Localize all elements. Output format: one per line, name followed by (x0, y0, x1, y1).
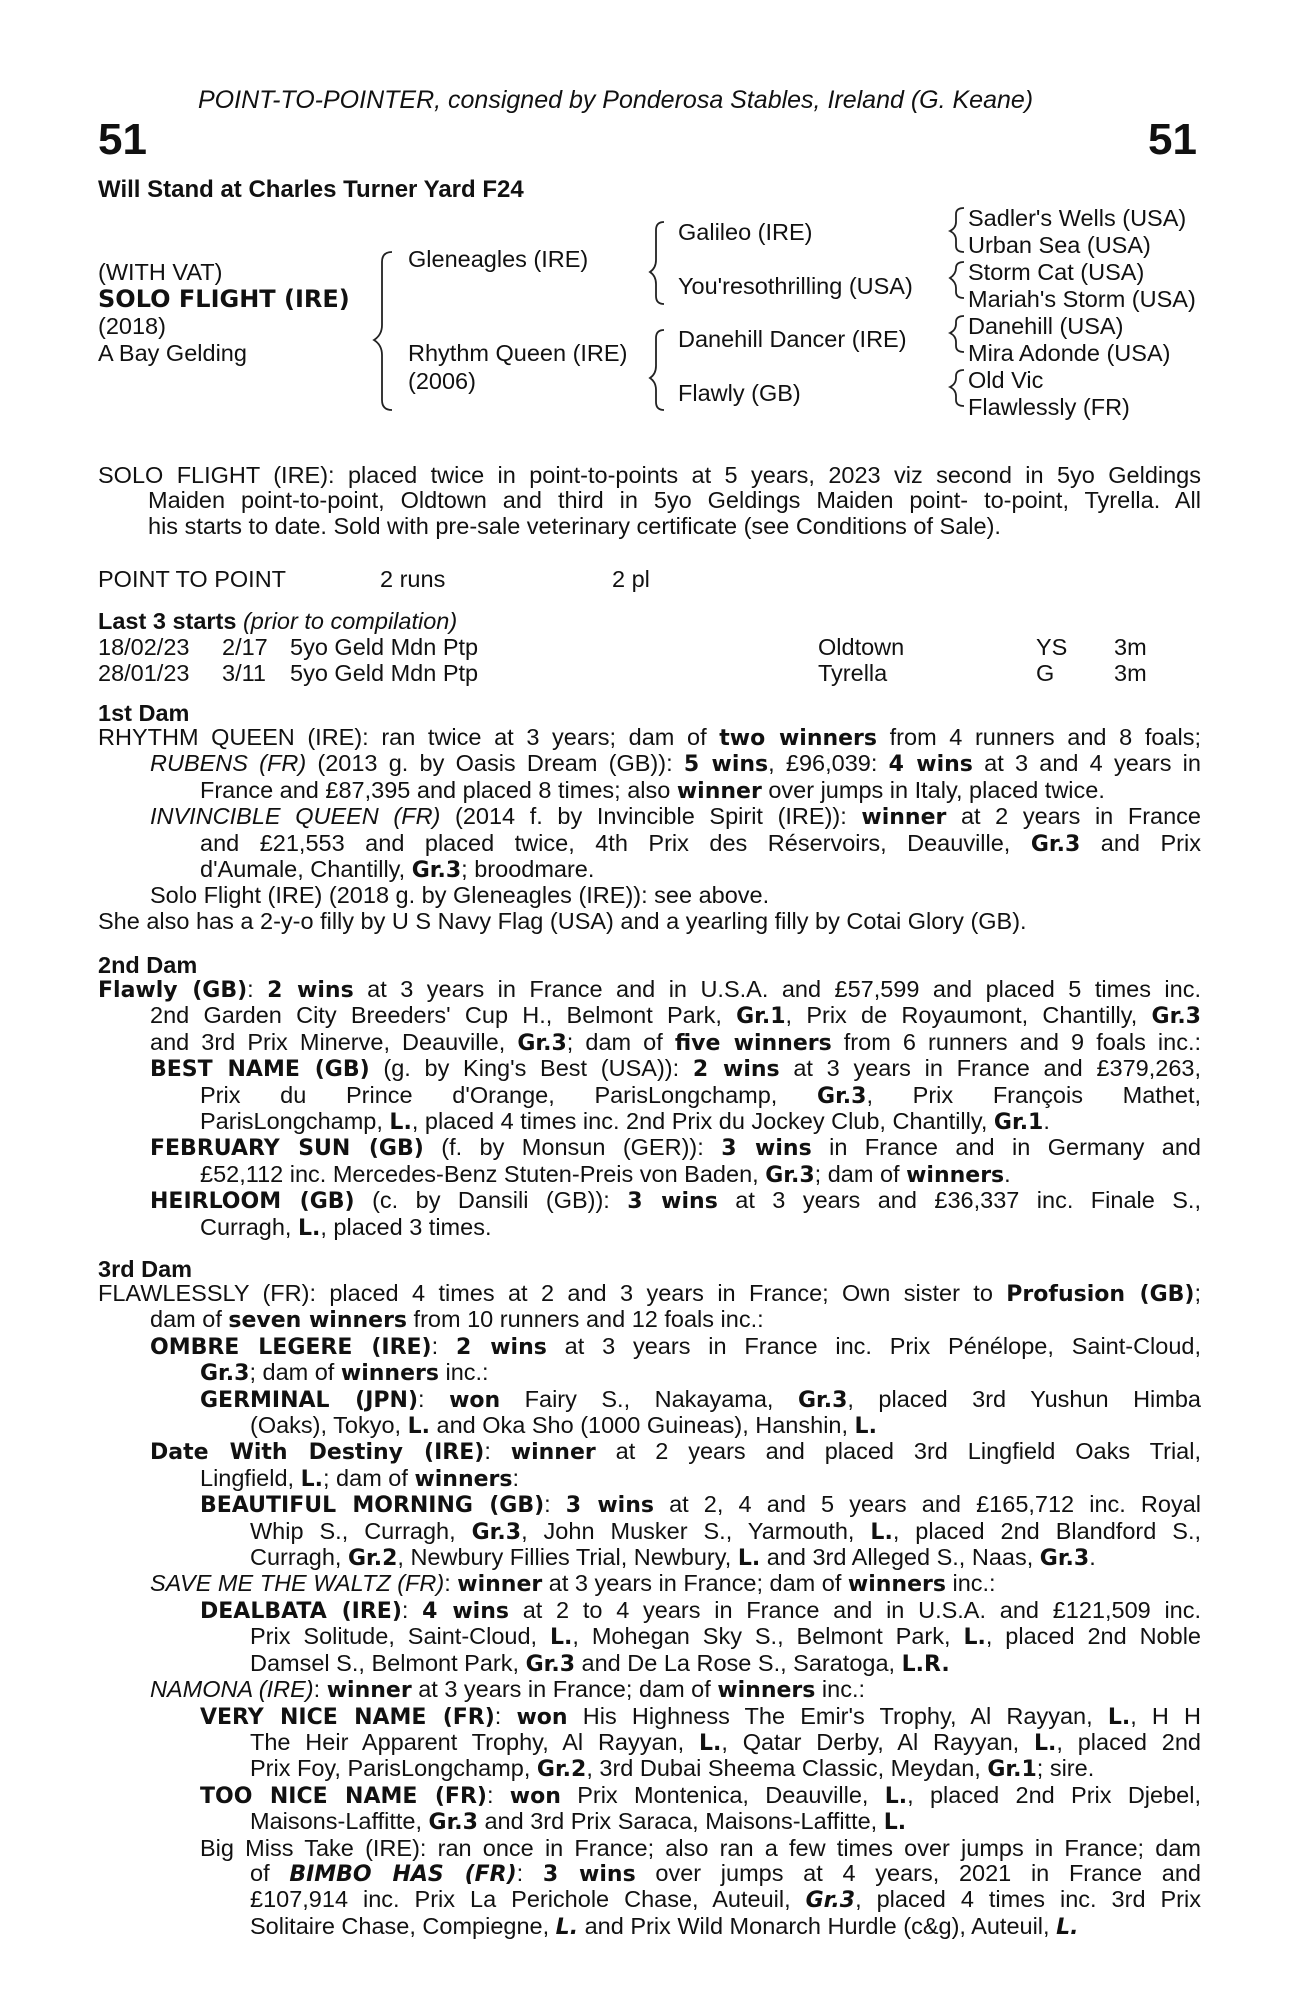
pedigree-dss: Danehill (USA) (968, 313, 1124, 339)
pedigree-ddd: Flawlessly (FR) (968, 394, 1130, 420)
third-dam-section: FLAWLESSLY (FR): placed 4 times at 2 and 3 years in France; Own sister to Profusion (GB); dam of seven winners from 10 runners and 12 foals inc.: OMBRE LEGERE (IRE): 2 wins at 3 years in France inc. Prix Pénélope, Saint-Cloud, Gr.3; dam of winners inc.: GERMINAL (JPN): won Fairy S., Nakayama, Gr.3, placed 3rd Yushun Himba (Oaks), Tokyo, L. and Oka Sho (1000 Guineas), Hanshin, L. Date With Destiny (IRE): winner at 2 years and placed 3rd Lingfield Oaks Trial, Lingfield, L.; dam of winners: BEAUTIFUL MORNING (GB): 3 wins at 2, 4 and 5 years and £165,712 inc. Royal Whip S., Curragh, Gr.3, John Musker S., Yarmouth, L., placed 2nd Blandford S., Curragh, Gr.2, Newbury Fillies Trial, Newbury, L. and 3rd Alleged S., Naas, Gr.3. SAVE ME THE WALTZ (FR): winner at 3 years in France; dam of winners inc.: DEALBATA (IRE): 4 wins at 2 to 4 years in France and in U.S.A. and £121,509 inc. Prix Solitude, Saint-Cloud, L., Mohegan Sky S., Belmont Park, L., placed 2nd Noble Damsel S., Belmont Park, Gr.3 and De La Rose S., Saratoga, L.R. NAMONA (IRE): winner at 3 years in France; dam of winners inc.: VERY NICE NAME (FR): won His Highness The Emir's Trophy, Al Rayyan, L., H H The Heir Apparent Trophy, Al Rayyan, L., Qatar Derby, Al Rayyan, L., placed 2nd Prix Foy, ParisLongchamp, Gr.2, 3rd Dubai Sheema Classic, Meydan, Gr.1; sire. TOO NICE NAME (FR): won Prix Montenica, Deauville, L., placed 2nd Prix Djebel, Maisons-Laffitte, Gr.3 and 3rd Prix Saraca, Maisons-Laffitte, L. Big Miss Take (IRE): ran once in France; also ran a few times over jumps in France; dam of BIMBO HAS (FR): 3 wins over jumps at 4 years, 2021 in France and £107,914 inc. Prix La Perichole Chase, Auteuil, Gr.3, placed 4 times inc. 3rd Prix Solitaire Chase, Compiegne, L. and Prix Wild Monarch Hurdle (c&g), Auteuil, L. (98, 1280, 1202, 1940)
summary-paragraph (98, 463, 1201, 539)
record-label: POINT TO POINT (98, 566, 287, 592)
pedigree-dds: Old Vic (968, 367, 1044, 393)
third-dam-heading: 3rd Dam (98, 1256, 193, 1282)
horse-description: A Bay Gelding (98, 340, 247, 366)
pedigree-dam-sire: Danehill Dancer (IRE) (678, 326, 907, 352)
pedigree-sds: Storm Cat (USA) (968, 259, 1145, 285)
second-dam-heading: 2nd Dam (98, 952, 198, 978)
pedigree-dsd: Mira Adonde (USA) (968, 340, 1171, 366)
first-dam-heading: 1st Dam (98, 700, 190, 726)
consignor-line: POINT-TO-POINTER, consigned by Ponderosa Stables, Ireland (G. Keane) (198, 86, 1034, 114)
last-starts-heading: Last 3 starts (prior to compilation) (98, 608, 458, 634)
record-runs: 2 runs (380, 566, 446, 592)
summary-line: SOLO FLIGHT (IRE): placed twice in point-to-points at 5 years, 2023 viz second in 5yo Geldings (98, 462, 1201, 488)
pedigree-ssd: Urban Sea (USA) (968, 232, 1151, 258)
summary-line: his starts to date. Sold with pre-sale veterinary certificate (see Conditions of Sale). (148, 512, 1001, 539)
lot-number-right: 51 (1148, 115, 1197, 164)
stand-location: Will Stand at Charles Turner Yard F24 (98, 176, 524, 203)
pedigree-dam: Rhythm Queen (IRE) (408, 340, 628, 366)
pedigree-sire-dam: You'resothrilling (USA) (678, 273, 913, 299)
horse-name: SOLO FLIGHT (IRE) (98, 285, 350, 313)
vat-note: (WITH VAT) (98, 259, 223, 285)
first-dam-section: RHYTHM QUEEN (IRE): ran twice at 3 years; dam of two winners from 4 runners and 8 foals; RUBENS (FR) (2013 g. by Oasis Dream (GB)): 5 wins, £96,039: 4 wins at 3 and 4 years in France and £87,395 and placed 8 times; also winner over jumps in Italy, placed twice. INVINCIBLE QUEEN (FR) (2014 f. by Invincible Spirit (IRE)): winner at 2 years in France and £21,553 and placed twice, 4th Prix des Réservoirs, Deauville, Gr.3 and Prix d'Aumale, Chantilly, Gr.3; broodmare. Solo Flight (IRE) (2018 g. by Gleneagles (IRE)): see above. She also has a 2-y-o filly by U S Navy Flag (USA) and a yearling filly by Cotai Glory (GB). (98, 724, 1201, 934)
pedigree-sss: Sadler's Wells (USA) (968, 205, 1187, 231)
pedigree-sdd: Mariah's Storm (USA) (968, 286, 1196, 312)
pedigree-sire: Gleneagles (IRE) (408, 246, 589, 272)
pedigree-dam-year: (2006) (408, 368, 476, 394)
summary-line: Maiden point-to-point, Oldtown and third in 5yo Geldings Maiden point- to-point, Tyrella. All (148, 487, 1201, 514)
record-placed: 2 pl (612, 566, 650, 592)
second-dam-section: Flawly (GB): 2 wins at 3 years in France and in U.S.A. and £57,599 and placed 5 times inc. 2nd Garden City Breeders' Cup H., Belmont Park, Gr.1, Prix de Royaumont, Chantilly, Gr.3 and 3rd Prix Minerve, Deauville, Gr.3; dam of five winners from 6 runners and 9 foals inc.: BEST NAME (GB) (g. by King's Best (USA)): 2 wins at 3 years in France and £379,263, Prix du Prince d'Orange, ParisLongchamp, Gr.3, Prix François Mathet, ParisLongchamp, L., placed 4 times inc. 2nd Prix du Jockey Club, Chantilly, Gr.1. FEBRUARY SUN (GB) (f. by Monsun (GER)): 3 wins in France and in Germany and £52,112 inc. Mercedes-Benz Stuten-Preis von Baden, Gr.3; dam of winners. HEIRLOOM (GB) (c. by Dansili (GB)): 3 wins at 3 years and £36,337 inc. Finale S., Curragh, L., placed 3 times. (98, 976, 1202, 1241)
horse-year: (2018) (98, 313, 166, 339)
pedigree-dam-dam: Flawly (GB) (678, 380, 801, 406)
lot-number-left: 51 (98, 115, 147, 164)
pedigree-sire-sire: Galileo (IRE) (678, 219, 813, 245)
